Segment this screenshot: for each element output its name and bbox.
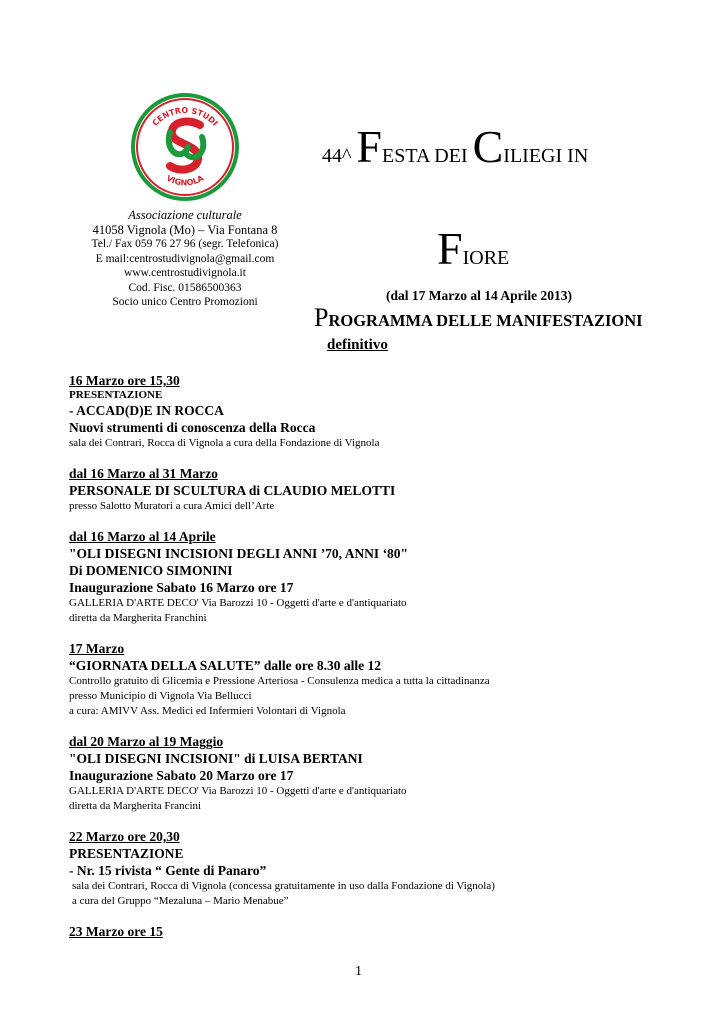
event-item bbox=[69, 372, 689, 451]
event-line: - Nr. 15 rivista “ Gente di Panaro” bbox=[69, 863, 267, 878]
event-date: 22 Marzo ore 20,30 bbox=[69, 829, 180, 844]
title-cap-f: F bbox=[356, 121, 382, 172]
event-line: a cura del Gruppo “Mezaluna – Mario Menabue” bbox=[72, 895, 289, 907]
logo-top-text: CENTRO STUDI bbox=[150, 105, 220, 128]
event-line: GALLERIA D'ARTE DECO' Via Barozzi 10 - Oggetti d'arte e d'antiquariato bbox=[69, 785, 407, 797]
event-line: “GIORNATA DELLA SALUTE” dalle ore 8.30 alle 12 bbox=[69, 658, 382, 673]
event-line: Inaugurazione Sabato 20 Marzo ore 17 bbox=[69, 768, 294, 783]
event-line: Di DOMENICO SIMONINI bbox=[69, 563, 233, 578]
event-line: Controllo gratuito di Glicemia e Pressione Arteriosa - Consulenza medica a tutta la cittadinanza bbox=[69, 675, 490, 687]
event-line: "OLI DISEGNI INCISIONI DEGLI ANNI ’70, ANNI ‘80" bbox=[69, 546, 409, 561]
event-line: Nuovi strumenti di conoscenza della Rocca bbox=[69, 420, 316, 435]
logo-bottom-text: VIGNOLA bbox=[164, 173, 206, 188]
page-title-line1 bbox=[322, 121, 589, 172]
program-text: ROGRAMMA DELLE MANIFESTAZIONI bbox=[328, 311, 643, 330]
event-line: GALLERIA D'ARTE DECO' Via Barozzi 10 - Oggetti d'arte e d'antiquariato bbox=[69, 597, 407, 609]
event-item bbox=[69, 828, 689, 909]
assoc-fiscal-code: Cod. Fisc. 01586500363 bbox=[128, 281, 242, 294]
title-festa: ESTA DEI bbox=[381, 145, 473, 167]
event-date: dal 16 Marzo al 31 Marzo bbox=[69, 466, 218, 481]
event-line: presso Municipio di Vignola Via Bellucci bbox=[69, 690, 252, 702]
event-line: "OLI DISEGNI INCISIONI" di LUISA BERTANI bbox=[69, 751, 363, 766]
event-date: dal 20 Marzo al 19 Maggio bbox=[69, 734, 224, 749]
assoc-type: Associazione culturale bbox=[128, 208, 242, 222]
event-date: dal 16 Marzo al 14 Aprile bbox=[69, 529, 216, 544]
event-line: diretta da Margherita Franchini bbox=[69, 612, 207, 624]
title-cap-c: C bbox=[472, 121, 504, 172]
assoc-email: E mail:centrostudivignola@gmail.com bbox=[95, 252, 275, 265]
title-cap-f2: F bbox=[437, 223, 463, 274]
event-line: diretta da Margherita Francini bbox=[69, 800, 202, 812]
title-ciliegi: ILIEGI IN bbox=[503, 145, 589, 167]
event-date: 17 Marzo bbox=[69, 641, 125, 656]
event-line: PRESENTAZIONE bbox=[69, 389, 163, 401]
program-cap-p: P bbox=[314, 303, 329, 332]
event-line: PRESENTAZIONE bbox=[69, 846, 184, 861]
events-list bbox=[69, 372, 689, 954]
title-fiore: IORE bbox=[462, 247, 510, 269]
assoc-phone: Tel./ Fax 059 76 27 96 (segr. Telefonica) bbox=[91, 238, 279, 250]
assoc-member: Socio unico Centro Promozioni bbox=[112, 296, 258, 308]
svg-text:VIGNOLA bbox=[165, 173, 206, 187]
event-line: PERSONALE DI SCULTURA di CLAUDIO MELOTTI bbox=[69, 483, 396, 498]
event-date: 16 Marzo ore 15,30 bbox=[69, 373, 180, 388]
event-line: presso Salotto Muratori a cura Amici dell’Arte bbox=[69, 500, 275, 512]
event-item bbox=[69, 640, 689, 719]
event-date: 23 Marzo ore 15 bbox=[69, 924, 163, 939]
title-prefix: 44^ bbox=[322, 145, 357, 167]
assoc-website: www.centrostudivignola.it bbox=[124, 267, 246, 279]
page-title-line2 bbox=[437, 223, 510, 274]
event-line: sala dei Contrari, Rocca di Vignola (concessa gratuitamente in uso dalla Fondazione di Vignola) bbox=[72, 880, 495, 892]
program-heading bbox=[314, 303, 643, 333]
event-item bbox=[69, 465, 689, 514]
centro-studi-logo bbox=[130, 92, 240, 202]
event-line: - ACCAD(D)E IN ROCCA bbox=[69, 403, 224, 418]
event-item bbox=[69, 528, 689, 626]
assoc-address: 41058 Vignola (Mo) – Via Fontana 8 bbox=[92, 222, 278, 237]
event-line: sala dei Contrari, Rocca di Vignola a cura della Fondazione di Vignola bbox=[69, 437, 380, 449]
event-item bbox=[69, 733, 689, 814]
event-line: a cura: AMIVV Ass. Medici ed Infermieri Volontari di Vignola bbox=[69, 705, 346, 717]
association-info bbox=[70, 208, 300, 310]
festival-dates: (dal 17 Marzo al 14 Aprile 2013) bbox=[386, 288, 572, 303]
program-definitive: definitivo bbox=[327, 337, 388, 353]
event-item bbox=[69, 923, 689, 940]
page-number: 1 bbox=[355, 964, 362, 979]
event-line: Inaugurazione Sabato 16 Marzo ore 17 bbox=[69, 580, 294, 595]
